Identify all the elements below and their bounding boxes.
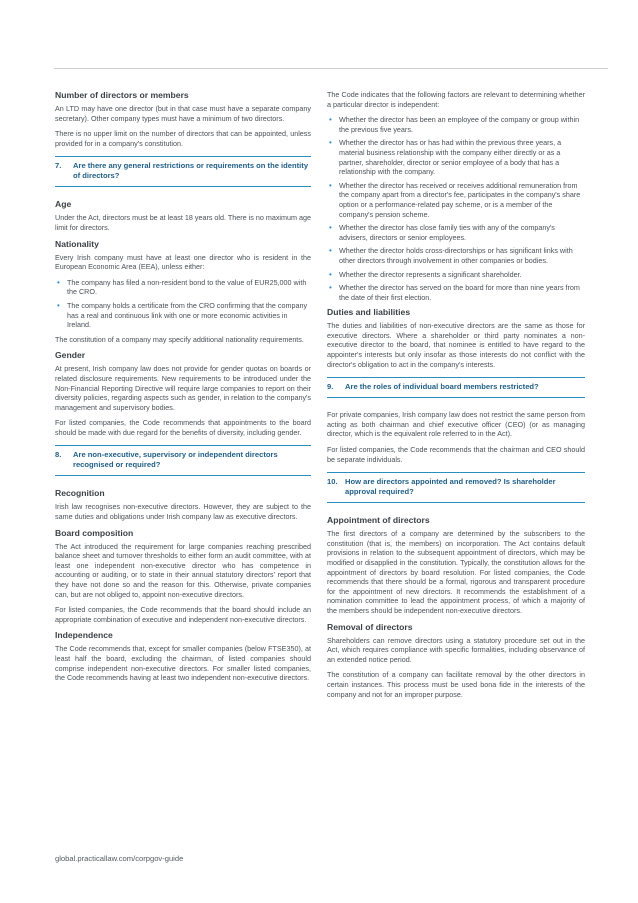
question-text: Are the roles of individual board members restricted? bbox=[345, 382, 539, 392]
footer-url[interactable]: global.practicallaw.com/corpgov-guide bbox=[55, 854, 184, 863]
paragraph: At present, Irish company law does not provide for gender quotas on boards or related disclosure requirements. New requirements to be introduced under the Non-Financial Reporting Directive will require large companies to report on their diversity policies, regarding aspects such as gender, in relation to the company's management and supervisory bodies. bbox=[55, 364, 311, 412]
heading-appointment: Appointment of directors bbox=[327, 515, 430, 526]
list-item: • Whether the director has received or receives additional remuneration from the company apart from a director's fee, participates in the company's share option or a performance-related pay scheme, or is a member of the company's pension scheme. bbox=[327, 181, 585, 219]
paragraph: There is no upper limit on the number of directors that can be appointed, unless provided for in a company's constitution. bbox=[55, 129, 311, 148]
paragraph: For private companies, Irish company law does not restrict the same person from acting as both chairman and chief executive officer (CEO) (or as managing director, which is the equivalent role referred to in the Act). bbox=[327, 410, 585, 439]
paragraph: Under the Act, directors must be at least 18 years old. There is no maximum age limit for directors. bbox=[55, 213, 311, 232]
question-10 bbox=[327, 472, 585, 503]
paragraph: The Code indicates that the following factors are relevant to determining whether a particular director is independent: bbox=[327, 90, 585, 109]
left-column bbox=[55, 90, 311, 689]
heading-removal: Removal of directors bbox=[327, 621, 413, 632]
list-item: • Whether the director has or has had within the previous three years, a material business relationship with the company either directly or as a partner, shareholder, director or senior employee of a body that has a relationship with the company. bbox=[327, 138, 585, 176]
paragraph: For listed companies, the Code recommends that the chairman and CEO should be separate individuals. bbox=[327, 445, 585, 464]
paragraph: Shareholders can remove directors using a statutory procedure set out in the Act, which requires compliance with specific formalities, including observance of an extended notice period. bbox=[327, 635, 585, 664]
question-number: 9. bbox=[327, 382, 334, 392]
question-number: 10. bbox=[327, 477, 338, 487]
paragraph: For listed companies, the Code recommends that the board should include an appropriate combination of executive and independent non-executive directors. bbox=[55, 605, 311, 624]
paragraph: The constitution of a company may specify additional nationality requirements. bbox=[55, 334, 304, 344]
heading-independence: Independence bbox=[55, 630, 113, 641]
question-9 bbox=[327, 377, 585, 398]
independence-factors-list bbox=[327, 115, 585, 302]
list-item: • Whether the director holds cross-directorships or has significant links with other directors through involvement in other companies or bodies. bbox=[327, 246, 585, 265]
paragraph: The Code recommends that, except for smaller companies (below FTSE350), at least half the board, excluding the chairman, of listed companies should comprise independent non-executive directors. For smaller listed companies, the Code recommends having at least two independent non-executive directors. bbox=[55, 644, 311, 683]
heading-age: Age bbox=[55, 199, 72, 210]
question-number: 8. bbox=[55, 450, 62, 460]
heading-gender: Gender bbox=[55, 350, 86, 361]
list-item: • Whether the director has served on the board for more than nine years from the date of their first election. bbox=[327, 283, 585, 302]
paragraph: The constitution of a company can facilitate removal by the other directors in certain instances. This process must be used bona fide in the interests of the company and not for an improper purpose. bbox=[327, 670, 585, 699]
paragraph: Every Irish company must have at least one director who is resident in the European Economic Area (EEA), unless either: bbox=[55, 252, 311, 272]
question-text: Are there any general restrictions or requirements on the identity of directors? bbox=[73, 161, 309, 181]
list-item: • Whether the director represents a significant shareholder. bbox=[327, 270, 585, 280]
list-item: • The company has filed a non-resident bond to the value of EUR25,000 with the CRO. bbox=[55, 278, 311, 297]
header-rule bbox=[54, 68, 608, 69]
question-number: 7. bbox=[55, 161, 62, 171]
heading-nationality: Nationality bbox=[55, 238, 99, 249]
paragraph: Irish law recognises non-executive directors. However, they are subject to the same duties and obligations under Irish company law as executive directors. bbox=[55, 502, 311, 522]
question-text: Are non-executive, supervisory or independent directors recognised or required? bbox=[73, 450, 278, 470]
paragraph: An LTD may have one director (but in that case must have a separate company secretary). Other company types must have a minimum of two directors. bbox=[55, 104, 311, 123]
paragraph: The duties and liabilities of non-executive directors are the same as those for executive directors. Where a shareholder or third party nominates a non-executive director to the board, that nominee is entitled to have regard to the appointer's interests but only insofar as those interests do not conflict with the director's obligation to act in the company's interests. bbox=[327, 321, 585, 369]
paragraph: The first directors of a company are determined by the subscribers to the constitution (that is, the members) on incorporation. The Act contains default provisions in relation to the subsequent appointment of directors, which may be modified or disapplied in the constitution. Typically, the constitution allows for the appointment of directors by board resolution. For listed companies, the Code recommends that there should be a formal, rigorous and transparent procedure for the appointment of new directors. It recommends the establishment of a nomination committee to lead the appointment process, of which a majority of the members should be independent non-executive directors. bbox=[327, 529, 585, 615]
list-item: • Whether the director has been an employee of the company or group within the previous five years. bbox=[327, 115, 585, 134]
heading-number-of-directors: Number of directors or members bbox=[55, 90, 189, 100]
question-7 bbox=[55, 156, 311, 187]
paragraph: The Act introduced the requirement for large companies reaching prescribed balance sheet and turnover thresholds to either form an audit committee, with at least one independent non-executive director who has competence in accounting or auditing, or to state in their annual statutory directors' report that they have not done so and the reason for this. Otherwise, private companies can, but are not obliged to, appoint non-executive directors. bbox=[55, 541, 311, 599]
question-text: How are directors appointed and removed? Is shareholder approval required? bbox=[345, 477, 556, 497]
paragraph: For listed companies, the Code recommends that appointments to the board should be made with due regard for the benefits of diversity, including gender. bbox=[55, 418, 311, 437]
heading-board-composition: Board composition bbox=[55, 527, 134, 538]
heading-recognition: Recognition bbox=[55, 488, 105, 499]
heading-duties-liabilities: Duties and liabilities bbox=[327, 307, 411, 318]
list-item: • Whether the director has close family ties with any of the company's advisers, directors or senior employees. bbox=[327, 223, 585, 242]
right-column bbox=[327, 90, 585, 705]
list-item: • The company holds a certificate from the CRO confirming that the company has a real and continuous link with one or more economic activities in Ireland. bbox=[55, 301, 311, 330]
question-8 bbox=[55, 445, 311, 476]
nationality-list bbox=[55, 278, 311, 330]
